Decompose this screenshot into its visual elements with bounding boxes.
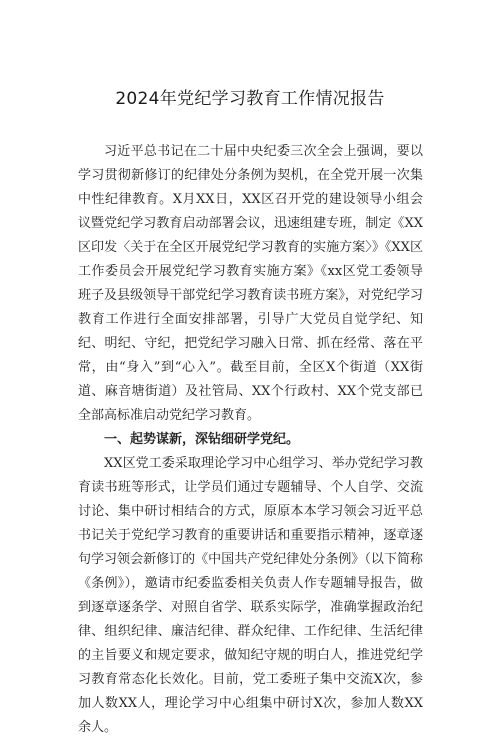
document-title: 2024年党纪学习教育工作情况报告 [115, 89, 385, 109]
intro-paragraph: 习近平总书记在二十届中央纪委三次全会上强调，要以学习贯彻新修订的纪律处分条例为契机，在全党开展一次集中性纪律教育。X月XX日，XX区召开党的建设领导小组会议暨党纪学习教育启动部署会议，迅速组建专班，制定《XX区印发〈关于在全区开展党纪学习教育的实施方案〉》《XX区工作委员会开展党纪学习教育实施方案》《xx区党工委领导班子及县级领导干部党纪学习教育读书班方案》，对党纪学习教育工作进行全面安排部署，引导广大党员自觉学纪、知纪、明纪、守纪，把党纪学习融入日常、抓在经常、落在平常，由“身入”到“心入”。截至目前，全区X个街道（XX街道、麻音塘街道）及社管局、XX个行政村、XX个党支部已全部高标准启动党纪学习教育。 [78, 144, 423, 423]
section-heading: 一、起势谋新，深钻细研学党纪。 [104, 432, 300, 447]
section-paragraph: XX区党工委采取理论学习中心组学习、举办党纪学习教育读书班等形式，让学员们通过专题辅导、个人自学、交流讨论、集中研讨相结合的方式，原原本本学习领会习近平总书记关于党纪学习教育的重要讲话和重要指示精神，逐章逐句学习领会新修订的《中国共产党纪律处分条例》（以下简称《条例》），邀请市纪委监委相关负责人作专题辅导报告，做到逐章逐条学、对照自省学、联系实际学，准确掌握政治纪律、组织纪律、廉洁纪律、群众纪律、工作纪律、生活纪律的主旨要义和规定要求，做知纪守规的明白人，推进党纪学习教育常态化长效化。目前，党工委班子集中交流X次，参加人数XX人，理论学习中心组集中研讨X次，参加人数XX余人。 [78, 456, 423, 735]
document-body [78, 140, 423, 740]
